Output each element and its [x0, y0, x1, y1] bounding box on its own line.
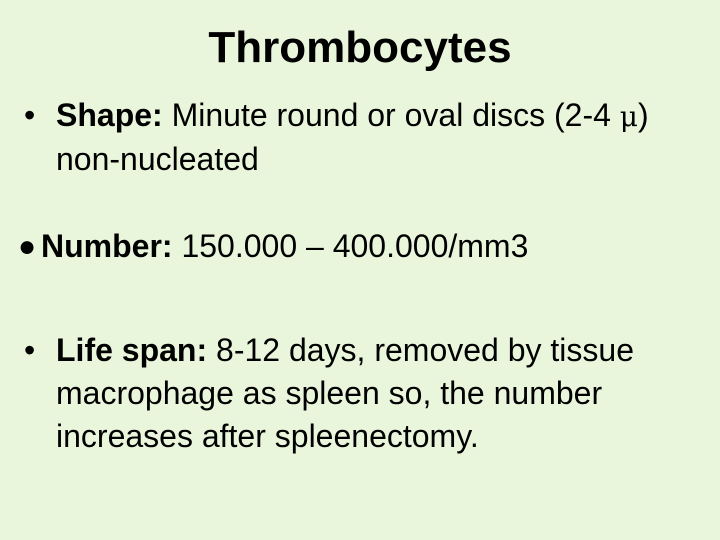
- bullet-text: [41, 225, 698, 268]
- slide-title: Thrombocytes: [208, 23, 512, 72]
- bullet-marker: •: [24, 97, 36, 133]
- bullet-text: [56, 94, 704, 181]
- bullet-marker: •: [24, 332, 36, 368]
- bullet-number: [18, 225, 698, 268]
- bullet-text: [56, 329, 704, 458]
- bullet-life-span: [24, 329, 704, 458]
- bullet-label: Shape:: [56, 97, 163, 133]
- bullet-label: Life span:: [56, 332, 208, 368]
- bullet-shape: [24, 94, 704, 181]
- bullet-marker: ●: [18, 230, 37, 263]
- micron-symbol: μ: [619, 100, 638, 133]
- bullet-body: 150.000 – 400.000/mm3: [172, 228, 529, 264]
- bullet-body: 8-12 days, removed by tissue macrophage as spleen so, the number increases after spleenectomy.: [56, 332, 634, 454]
- bullet-body-continued: ) non-nucleated: [56, 97, 649, 177]
- bullet-body: Minute round or oval discs (2-4: [162, 97, 620, 133]
- bullet-label: Number:: [41, 228, 173, 264]
